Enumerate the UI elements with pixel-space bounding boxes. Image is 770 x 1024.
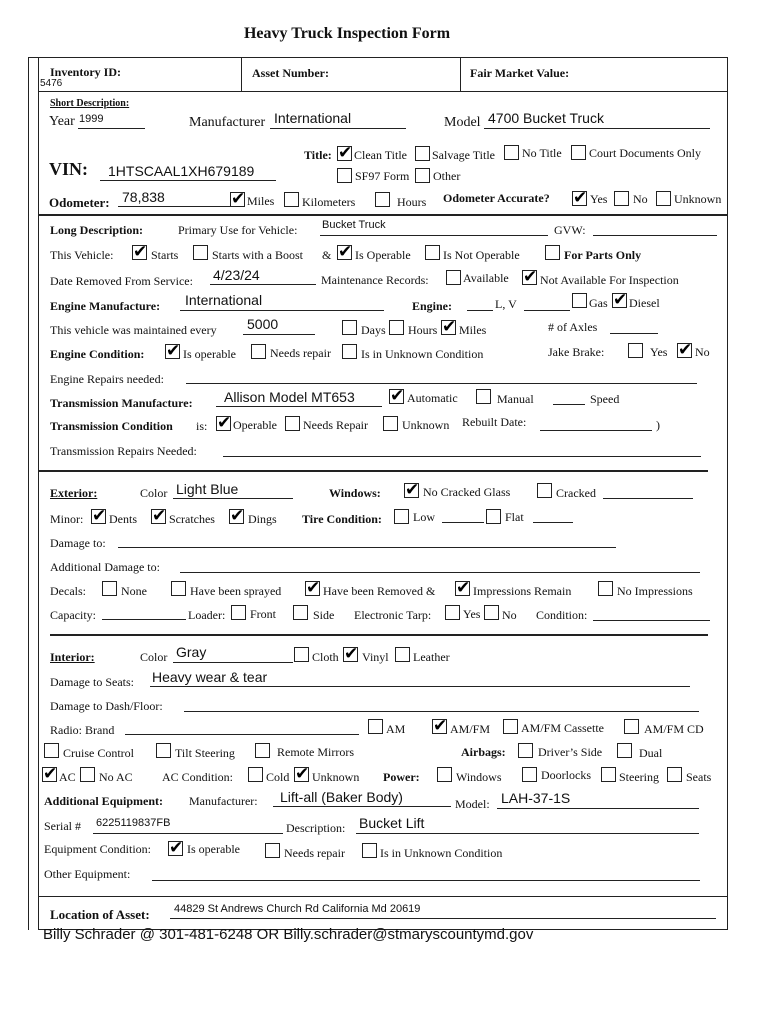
dents-label: Dents bbox=[109, 512, 137, 526]
damage-to-line bbox=[118, 547, 616, 548]
transmission-condition-label: Transmission Condition bbox=[50, 419, 173, 433]
ac-label: AC bbox=[59, 770, 76, 784]
decals-removed-label: Have been Removed & bbox=[323, 584, 436, 598]
gvw-line bbox=[593, 235, 717, 236]
this-vehicle-label: This Vehicle: bbox=[50, 248, 114, 262]
kilometers-checkbox[interactable] bbox=[284, 192, 299, 207]
damage-dash-label: Damage to Dash/Floor: bbox=[50, 699, 163, 713]
court-docs-label: Court Documents Only bbox=[589, 146, 701, 160]
primary-use-line bbox=[320, 235, 548, 236]
axles-line bbox=[610, 333, 658, 334]
dents-checkbox[interactable] bbox=[91, 509, 106, 524]
tarp-yes-label: Yes bbox=[463, 607, 481, 621]
year-line bbox=[78, 128, 145, 129]
trans-operable-label: Operable bbox=[233, 418, 277, 432]
scratches-label: Scratches bbox=[169, 512, 215, 526]
engine-label: Engine: bbox=[412, 299, 453, 313]
odometer-accurate-label: Odometer Accurate? bbox=[443, 191, 550, 205]
interior-color-line bbox=[173, 662, 293, 663]
equipment-unknown-label: Is in Unknown Condition bbox=[380, 846, 503, 860]
serial-line bbox=[93, 833, 283, 834]
amfm-cd-label: AM/FM CD bbox=[644, 722, 704, 736]
maintained-label: This vehicle was maintained every bbox=[50, 323, 217, 337]
amfm-label: AM/FM bbox=[450, 722, 491, 736]
rebuilt-paren: ) bbox=[656, 418, 660, 432]
tire-flat-label: Flat bbox=[505, 510, 524, 524]
exterior-color-label: Color bbox=[140, 486, 168, 500]
cracked-label: Cracked bbox=[556, 486, 596, 500]
kilometers-label: Kilometers bbox=[302, 195, 356, 209]
decals-removed-checkbox[interactable] bbox=[305, 581, 320, 596]
equipment-condition-label: Equipment Condition: bbox=[44, 842, 151, 856]
for-parts-label: For Parts Only bbox=[564, 248, 642, 262]
header-divider bbox=[38, 91, 728, 92]
miles-label: Miles bbox=[247, 194, 275, 208]
power-windows-label: Windows bbox=[456, 770, 502, 784]
engine-unknown-checkbox[interactable] bbox=[342, 344, 357, 359]
hours-checkbox[interactable] bbox=[375, 192, 390, 207]
tire-condition-label: Tire Condition: bbox=[302, 512, 382, 526]
damage-seats-value[interactable]: Heavy wear & tear bbox=[152, 669, 268, 685]
engine-operable-label: Is operable bbox=[183, 347, 236, 361]
fair-market-value-label: Fair Market Value: bbox=[470, 66, 570, 80]
tilt-steering-label: Tilt Steering bbox=[175, 746, 235, 760]
no-ac-label: No AC bbox=[99, 770, 133, 784]
no-cracked-glass-label: No Cracked Glass bbox=[423, 485, 511, 499]
decals-label: Decals: bbox=[50, 584, 86, 598]
loader-side-label: Side bbox=[313, 608, 335, 622]
maint-hours-checkbox[interactable] bbox=[389, 320, 404, 335]
frame-shadow-left bbox=[28, 57, 38, 930]
model-line bbox=[484, 128, 710, 129]
decals-none-label: None bbox=[121, 584, 147, 598]
sf97-checkbox[interactable] bbox=[337, 168, 352, 183]
sf97-label: SF97 Form bbox=[355, 169, 410, 183]
engine-l-line bbox=[467, 310, 493, 311]
jake-yes-checkbox[interactable] bbox=[628, 343, 643, 358]
am-label: AM bbox=[386, 722, 406, 736]
power-windows-checkbox[interactable] bbox=[437, 767, 452, 782]
maintained-line bbox=[243, 334, 315, 335]
tarp-yes-checkbox[interactable] bbox=[445, 605, 460, 620]
equipment-model-value[interactable]: LAH-37-1S bbox=[501, 790, 571, 806]
dings-checkbox[interactable] bbox=[229, 509, 244, 524]
engine-manufacture-value[interactable]: International bbox=[185, 292, 263, 308]
power-steering-label: Steering bbox=[619, 770, 659, 784]
odometer-line bbox=[118, 206, 230, 207]
dual-airbag-label: Dual bbox=[639, 746, 663, 760]
power-doorlocks-label: Doorlocks bbox=[541, 768, 591, 782]
tire-flat-checkbox[interactable] bbox=[486, 509, 501, 524]
damage-seats-line bbox=[150, 686, 690, 687]
odometer-no-checkbox[interactable] bbox=[614, 191, 629, 206]
automatic-label: Automatic bbox=[407, 391, 458, 405]
starts-label: Starts bbox=[151, 248, 179, 262]
salvage-title-checkbox[interactable] bbox=[415, 146, 430, 161]
gvw-label: GVW: bbox=[554, 223, 586, 237]
dual-airbag-checkbox[interactable] bbox=[617, 743, 632, 758]
decals-sprayed-checkbox[interactable] bbox=[171, 581, 186, 596]
engine-needs-repair-checkbox[interactable] bbox=[251, 344, 266, 359]
airbags-label: Airbags: bbox=[461, 745, 506, 759]
is-operable-label: Is Operable bbox=[355, 248, 411, 262]
exterior-color-value[interactable]: Light Blue bbox=[176, 481, 239, 497]
is-operable-checkbox[interactable] bbox=[337, 245, 352, 260]
additional-damage-line bbox=[180, 572, 700, 573]
primary-use-value[interactable]: Bucket Truck bbox=[322, 219, 386, 231]
no-title-checkbox[interactable] bbox=[504, 145, 519, 160]
no-ac-checkbox[interactable] bbox=[80, 767, 95, 782]
radio-brand-label: Radio: Brand bbox=[50, 723, 115, 737]
jake-no-label: No bbox=[695, 345, 710, 359]
radio-brand-line bbox=[125, 734, 359, 735]
amfm-cassette-label: AM/FM Cassette bbox=[521, 721, 605, 735]
diesel-label: Diesel bbox=[629, 296, 660, 310]
odometer-value[interactable]: 78,838 bbox=[122, 189, 165, 205]
other-title-checkbox[interactable] bbox=[415, 168, 430, 183]
engine-condition-label: Engine Condition: bbox=[50, 347, 145, 361]
power-seats-checkbox[interactable] bbox=[667, 767, 682, 782]
odometer-yes-checkbox[interactable] bbox=[572, 191, 587, 206]
ac-unknown-label: Unknown bbox=[312, 770, 360, 784]
leather-checkbox[interactable] bbox=[395, 647, 410, 662]
speed-line bbox=[553, 404, 585, 405]
year-value[interactable]: 1999 bbox=[79, 113, 104, 125]
header-col-divider-1 bbox=[241, 57, 242, 91]
hours-label: Hours bbox=[397, 195, 427, 209]
form-title: Heavy Truck Inspection Form bbox=[243, 25, 451, 42]
header-col-divider-2 bbox=[460, 57, 461, 91]
not-available-checkbox[interactable] bbox=[522, 270, 537, 285]
vin-label: VIN: bbox=[49, 159, 88, 179]
scratches-checkbox[interactable] bbox=[151, 509, 166, 524]
exterior-color-line bbox=[173, 498, 293, 499]
available-label: Available bbox=[463, 271, 509, 285]
section-divider-location bbox=[38, 896, 728, 897]
section-divider-exterior bbox=[38, 470, 708, 472]
exterior-label: Exterior: bbox=[50, 486, 98, 500]
model-label: Model bbox=[444, 115, 481, 130]
starts-boost-checkbox[interactable] bbox=[193, 245, 208, 260]
interior-label: Interior: bbox=[50, 650, 95, 664]
am-checkbox[interactable] bbox=[368, 719, 383, 734]
court-docs-checkbox[interactable] bbox=[571, 145, 586, 160]
gas-label: Gas bbox=[589, 296, 608, 310]
for-parts-checkbox[interactable] bbox=[545, 245, 560, 260]
location-label: Location of Asset: bbox=[50, 907, 150, 922]
manual-checkbox[interactable] bbox=[476, 389, 491, 404]
maint-hours-label: Hours bbox=[408, 323, 438, 337]
title-label: Title: bbox=[304, 148, 332, 162]
cracked-line bbox=[603, 498, 693, 499]
maint-miles-label: Miles bbox=[459, 323, 487, 337]
damage-dash-line bbox=[184, 711, 699, 712]
jake-yes-label: Yes bbox=[650, 345, 668, 359]
other-equipment-label: Other Equipment: bbox=[44, 867, 131, 881]
capacity-label: Capacity: bbox=[50, 608, 96, 622]
engine-lv-label: L, V bbox=[495, 297, 517, 311]
cruise-control-label: Cruise Control bbox=[63, 746, 134, 760]
not-available-label: Not Available For Inspection bbox=[540, 273, 679, 287]
equipment-manufacturer-line bbox=[273, 806, 451, 807]
maintained-value[interactable]: 5000 bbox=[247, 316, 279, 332]
equipment-operable-checkbox[interactable] bbox=[168, 841, 183, 856]
electronic-tarp-label: Electronic Tarp: bbox=[354, 608, 432, 622]
vinyl-checkbox[interactable] bbox=[343, 647, 358, 662]
automatic-checkbox[interactable] bbox=[389, 389, 404, 404]
loader-side-checkbox[interactable] bbox=[293, 605, 308, 620]
trans-unknown-label: Unknown bbox=[402, 418, 450, 432]
amfm-checkbox[interactable] bbox=[432, 719, 447, 734]
ac-unknown-checkbox[interactable] bbox=[294, 767, 309, 782]
engine-needs-repair-label: Needs repair bbox=[270, 346, 331, 360]
manufacturer-value[interactable]: International bbox=[274, 110, 352, 126]
tarp-no-checkbox[interactable] bbox=[484, 605, 499, 620]
interior-color-value[interactable]: Gray bbox=[176, 644, 207, 660]
remote-mirrors-checkbox[interactable] bbox=[255, 743, 270, 758]
equipment-needs-repair-label: Needs repair bbox=[284, 846, 345, 860]
engine-v-line bbox=[524, 310, 570, 311]
primary-use-label: Primary Use for Vehicle: bbox=[178, 223, 298, 237]
capacity-line bbox=[102, 619, 186, 620]
leather-label: Leather bbox=[413, 650, 450, 664]
additional-damage-label: Additional Damage to: bbox=[50, 560, 160, 574]
vin-line bbox=[100, 180, 276, 181]
tire-low-checkbox[interactable] bbox=[394, 509, 409, 524]
vinyl-label: Vinyl bbox=[362, 650, 389, 664]
cruise-control-checkbox[interactable] bbox=[44, 743, 59, 758]
remote-mirrors-label: Remote Mirrors bbox=[277, 745, 354, 759]
equipment-manufacturer-value[interactable]: Lift-all (Baker Body) bbox=[280, 789, 403, 805]
impressions-remain-checkbox[interactable] bbox=[455, 581, 470, 596]
equipment-model-label: Model: bbox=[455, 797, 490, 811]
ampersand: & bbox=[322, 248, 332, 262]
starts-boost-label: Starts with a Boost bbox=[212, 248, 304, 262]
engine-unknown-label: Is in Unknown Condition bbox=[361, 347, 484, 361]
equipment-needs-repair-checkbox[interactable] bbox=[265, 843, 280, 858]
ac-condition-label: AC Condition: bbox=[162, 770, 234, 784]
vin-value[interactable]: 1HTSCAAL1XH679189 bbox=[108, 163, 255, 179]
trans-operable-checkbox[interactable] bbox=[216, 416, 231, 431]
equipment-description-line bbox=[356, 833, 699, 834]
days-label: Days bbox=[361, 323, 386, 337]
loader-front-checkbox[interactable] bbox=[231, 605, 246, 620]
decals-none-checkbox[interactable] bbox=[102, 581, 117, 596]
location-line bbox=[170, 918, 716, 919]
date-removed-label: Date Removed From Service: bbox=[50, 274, 193, 288]
additional-equipment-label: Additional Equipment: bbox=[44, 794, 164, 808]
rebuilt-date-line bbox=[540, 430, 652, 431]
clean-title-label: Clean Title bbox=[354, 148, 408, 162]
gas-checkbox[interactable] bbox=[572, 293, 587, 308]
equipment-operable-label: Is operable bbox=[187, 842, 240, 856]
power-seats-label: Seats bbox=[686, 770, 712, 784]
loader-label: Loader: bbox=[188, 608, 226, 622]
decals-sprayed-label: Have been sprayed bbox=[190, 584, 282, 598]
no-title-label: No Title bbox=[522, 146, 562, 160]
rebuilt-date-label: Rebuilt Date: bbox=[462, 415, 527, 429]
transmission-repairs-label: Transmission Repairs Needed: bbox=[50, 444, 197, 458]
tarp-condition-line bbox=[593, 620, 710, 621]
equipment-unknown-checkbox[interactable] bbox=[362, 843, 377, 858]
cracked-checkbox[interactable] bbox=[537, 483, 552, 498]
other-equipment-line bbox=[152, 880, 700, 881]
odometer-unknown-checkbox[interactable] bbox=[656, 191, 671, 206]
minor-label: Minor: bbox=[50, 512, 84, 526]
cloth-checkbox[interactable] bbox=[294, 647, 309, 662]
tarp-condition-label: Condition: bbox=[536, 608, 588, 622]
dings-label: Dings bbox=[248, 512, 277, 526]
ac-cold-checkbox[interactable] bbox=[248, 767, 263, 782]
cloth-label: Cloth bbox=[312, 650, 339, 664]
odometer-unknown-label: Unknown bbox=[674, 192, 722, 206]
inventory-value[interactable]: 5476 bbox=[40, 78, 63, 89]
no-impressions-label: No Impressions bbox=[617, 584, 693, 598]
equipment-manufacturer-label: Manufacturer: bbox=[189, 794, 258, 808]
odometer-label: Odometer: bbox=[49, 195, 110, 210]
drivers-side-checkbox[interactable] bbox=[518, 743, 533, 758]
jake-brake-label: Jake Brake: bbox=[548, 345, 605, 359]
maint-miles-checkbox[interactable] bbox=[441, 320, 456, 335]
power-steering-checkbox[interactable] bbox=[601, 767, 616, 782]
maintenance-label: Maintenance Records: bbox=[321, 273, 429, 287]
engine-repairs-line bbox=[186, 383, 697, 384]
equipment-model-line bbox=[497, 808, 699, 809]
tire-flat-line bbox=[533, 522, 573, 523]
serial-label: Serial # bbox=[44, 819, 81, 833]
drivers-side-label: Driver’s Side bbox=[538, 745, 603, 759]
ac-checkbox[interactable] bbox=[42, 767, 57, 782]
short-description-label: Short Description: bbox=[50, 98, 130, 109]
damage-seats-label: Damage to Seats: bbox=[50, 675, 134, 689]
manufacturer-line bbox=[270, 128, 406, 129]
damage-to-label: Damage to: bbox=[50, 536, 106, 550]
transmission-repairs-line bbox=[223, 456, 701, 457]
model-value[interactable]: 4700 Bucket Truck bbox=[488, 110, 604, 126]
equipment-description-label: Description: bbox=[286, 821, 346, 835]
ac-cold-label: Cold bbox=[266, 770, 290, 784]
asset-number-label: Asset Number: bbox=[252, 66, 329, 80]
section-divider-interior bbox=[50, 634, 708, 636]
available-checkbox[interactable] bbox=[446, 270, 461, 285]
tarp-no-label: No bbox=[502, 608, 517, 622]
transmission-manufacture-value[interactable]: Allison Model MT653 bbox=[224, 389, 355, 405]
clean-title-checkbox[interactable] bbox=[337, 146, 352, 161]
starts-checkbox[interactable] bbox=[132, 245, 147, 260]
no-impressions-checkbox[interactable] bbox=[598, 581, 613, 596]
transmission-condition-is: is: bbox=[196, 419, 208, 433]
power-label: Power: bbox=[383, 770, 420, 784]
engine-manufacture-label: Engine Manufacture: bbox=[50, 299, 161, 313]
jake-no-checkbox[interactable] bbox=[677, 343, 692, 358]
axles-label: # of Axles bbox=[548, 320, 598, 334]
section-divider-long bbox=[38, 214, 728, 216]
year-label: Year bbox=[49, 114, 75, 129]
salvage-title-label: Salvage Title bbox=[432, 148, 496, 162]
manufacturer-label: Manufacturer bbox=[189, 115, 266, 130]
tilt-steering-checkbox[interactable] bbox=[156, 743, 171, 758]
not-operable-label: Is Not Operable bbox=[443, 248, 520, 262]
days-checkbox[interactable] bbox=[342, 320, 357, 335]
odometer-yes-label: Yes bbox=[590, 192, 608, 206]
trans-needs-repair-label: Needs Repair bbox=[303, 418, 368, 432]
odometer-no-label: No bbox=[633, 192, 648, 206]
miles-checkbox[interactable] bbox=[230, 192, 245, 207]
no-cracked-glass-checkbox[interactable] bbox=[404, 483, 419, 498]
engine-operable-checkbox[interactable] bbox=[165, 344, 180, 359]
tire-low-line bbox=[442, 522, 484, 523]
power-doorlocks-checkbox[interactable] bbox=[522, 767, 537, 782]
manual-label: Manual bbox=[497, 392, 534, 406]
transmission-manufacture-line bbox=[216, 406, 382, 407]
location-value[interactable]: 44829 St Andrews Church Rd California Md 20619 bbox=[174, 903, 421, 915]
engine-repairs-label: Engine Repairs needed: bbox=[50, 372, 164, 386]
date-removed-value[interactable]: 4/23/24 bbox=[213, 267, 260, 283]
other-title-label: Other bbox=[433, 169, 461, 183]
amfm-cd-checkbox[interactable] bbox=[624, 719, 639, 734]
tire-low-label: Low bbox=[413, 510, 435, 524]
date-removed-line bbox=[210, 284, 316, 285]
serial-value[interactable]: 6225119837FB bbox=[96, 817, 171, 829]
interior-color-label: Color bbox=[140, 650, 168, 664]
contact-info[interactable]: Billy Schrader @ 301-481-6248 OR Billy.schrader@stmaryscountymd.gov bbox=[43, 926, 534, 943]
amfm-cassette-checkbox[interactable] bbox=[503, 719, 518, 734]
windows-label: Windows: bbox=[329, 486, 381, 500]
speed-label: Speed bbox=[590, 392, 620, 406]
engine-manufacture-line bbox=[180, 310, 384, 311]
diesel-checkbox[interactable] bbox=[612, 293, 627, 308]
loader-front-label: Front bbox=[250, 607, 277, 621]
impressions-remain-label: Impressions Remain bbox=[473, 584, 572, 598]
equipment-description-value[interactable]: Bucket Lift bbox=[359, 815, 425, 831]
inventory-label: Inventory ID: bbox=[50, 65, 121, 79]
trans-unknown-checkbox[interactable] bbox=[383, 416, 398, 431]
not-operable-checkbox[interactable] bbox=[425, 245, 440, 260]
trans-needs-repair-checkbox[interactable] bbox=[285, 416, 300, 431]
transmission-manufacture-label: Transmission Manufacture: bbox=[50, 396, 193, 410]
long-description-label: Long Description: bbox=[50, 223, 143, 237]
